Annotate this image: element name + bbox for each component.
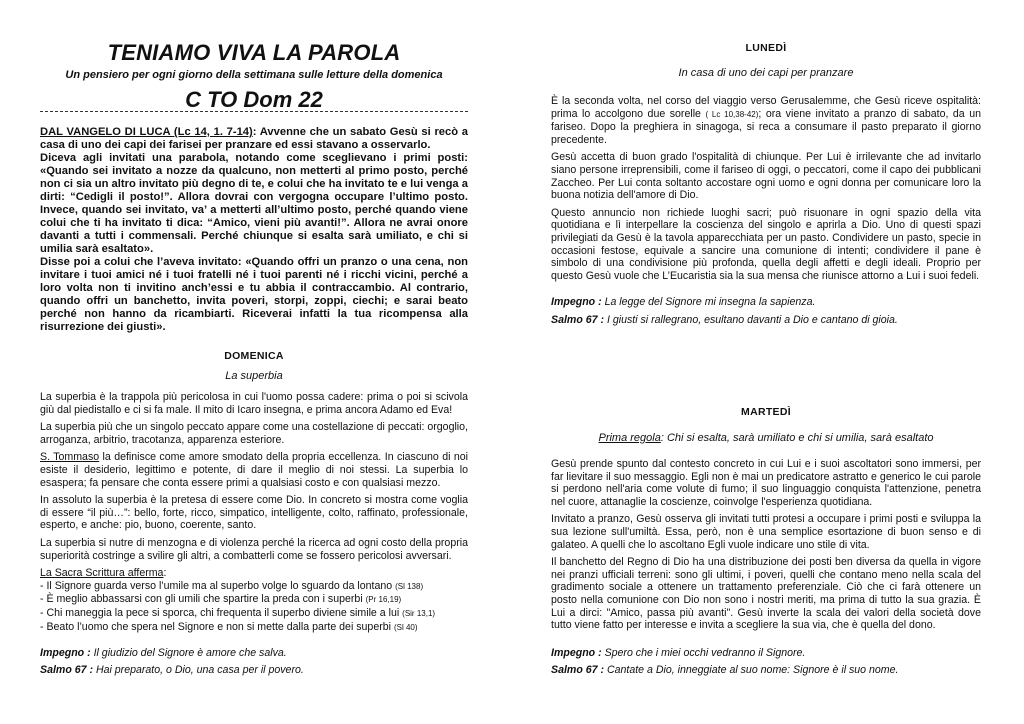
domenica-paragraph-1: La superbia è la trappola più pericolosa in cui l'uomo possa cadere: prima o poi si scivola giù dal piedistallo e ci si fa male. Il mito di Icaro insegna, e prima ancora Adamo ed Eva! bbox=[40, 391, 468, 416]
gospel-paragraph-3: Disse poi a colui che l’aveva invitato: «Quando offri un pranzo o una cena, non invitare i tuoi amici né i tuoi fratelli né i tuoi parenti né i ricchi vicini, perché a loro volta non ti invitino anch’essi e tu abbia il contraccambio. Al contrario, quando offri un banchetto, invita poveri, storpi, zoppi, ciechi; e sarai beato perché non hanno da ricambiarti. Riceverai infatti la tua ricompensa alla risurrezione dei giusti». bbox=[40, 256, 468, 333]
list-item: - Il Signore guarda verso l’umile ma al superbo volge lo sguardo da lontano (Sl 138) bbox=[40, 579, 424, 592]
page-title: TENIAMO VIVA LA PAROLA bbox=[107, 40, 401, 65]
domenica-p3-label: S. Tommaso bbox=[40, 451, 100, 464]
lunedi-paragraph-3: Questo annuncio non richiede luoghi sacri; può risuonare in ogni spazio della vita quotidiana e lì interpellare la coscienza del singolo e aprirla a Dio. Uno di questi spazi privilegiati da Gesù è la tavola apparecchiata per un pasto. Condividere un pasto, specie in occasioni festose, equivale a sancire una comunione di intenti; condividere il pane è simbolo di una condivisione più profonda, quella degli affetti e degli ideali. Proprio per questo Gesù vuole che L’Eucaristia sia la sua mensa che riunisce attorno a Lui i suoi fedeli. bbox=[551, 206, 981, 282]
domenica-impegno: Impegno : Il giudizio del Signore è amore che salva. bbox=[40, 647, 287, 659]
domenica-paragraph-5: La superbia si nutre di menzogna e di violenza perché la ricerca ad ogni costo della propria superiorità costringe a svilire gli altri, a combatterli come se fossero pericolosi avversari. bbox=[40, 536, 468, 562]
lunedi-impegno: Impegno : La legge del Signore mi insegna la sapienza. bbox=[551, 296, 816, 308]
gospel-paragraph-2: Diceva agli invitati una parabola, notando come sceglievano i primi posti: «Quando sei invitato a nozze da qualcuno, non metterti al primo posto, perché non ci sia un altro invitato più degno di te, e colui che ha invitato te e lui venga a dirti: “Cedigli il posto!”. Allora dovrai con vergogna occupare l’ultimo posto. Invece, quando sei invitato, va’ a metterti all’ultimo posto, perché quando viene colui che ti ha invitato ti dica: “Amico, vieni più avanti!”. Allora ne avrai onore davanti a tutti i commensali. Perché chiunque si esalta sarà umiliato, e chi si umilia sarà esaltato». bbox=[40, 152, 468, 255]
gospel-source: DAL VANGELO DI LUCA (Lc 14, 1. 7-14) bbox=[40, 126, 253, 138]
lunedi-ref: ( Lc 10,38-42) bbox=[705, 109, 759, 119]
lunedi-heading: LUNEDÌ bbox=[745, 42, 787, 54]
martedi-subheading: Prima regola: Chi si esalta, sarà umiliato e chi si umilia, sarà esaltato bbox=[598, 432, 934, 444]
domenica-subheading: La superbia bbox=[225, 370, 283, 382]
lunedi-paragraph-1: È la seconda volta, nel corso del viaggio verso Gerusalemme, che Gesù riceve ospitalità: prima lo accolgono due sorelle bbox=[551, 95, 981, 120]
martedi-paragraph-3: Il banchetto del Regno di Dio ha una distribuzione dei posti ben diversa da quella in vigore nei pranzi ufficiali terreni: sono gli ultimi, i poveri, quelli che contano meno nella scala del gradimento sociale a ottenere un trattamento preferenziale. Ciò che ci farà ottenere un posto nella comunione con Dio non sono i nostri meriti, ma prima di tutto la sua grazia. È Lui a dirci: "Amico, passa più avanti". Gesù inverte la scala dei valori della società dove tutto viene fatto per interesse e invita a scegliere la sua via, che è quella del dono. bbox=[551, 556, 981, 632]
lunedi-salmo: Salmo 67 : I giusti si rallegrano, esultano davanti a Dio e cantano di gioia. bbox=[551, 314, 898, 326]
dashed-divider bbox=[40, 111, 468, 114]
domenica-heading: DOMENICA bbox=[224, 350, 284, 362]
gospel-paragraph-1: : Avvenne che un sabato Gesù si recò a casa di uno dei capi dei farisei per pranzare ed essi stavano a osservarlo. bbox=[40, 126, 469, 151]
domenica-salmo: Salmo 67 : Hai preparato, o Dio, una casa per il povero. bbox=[40, 664, 304, 676]
list-item: - Chi maneggia la pece si sporca, chi frequenta il superbo diviene simile a lui (Sir 13,1) bbox=[40, 606, 436, 619]
martedi-paragraph-1: Gesù prende spunto dal contesto concreto in cui Lui e i suoi ascoltatori sono immersi, per far lievitare il suo messaggio. Egli non è mai un predicatore astratto e generico le cui parole si perdono nell'aria come volute di fumo; il suo linguaggio conquista l'attenzione, penetra nel cuore, attanaglie la coscienze, coinvolge l'esperienza quotidiana. bbox=[551, 458, 981, 508]
martedi-impegno: Impegno : Spero che i miei occhi vedranno il Signore. bbox=[551, 647, 806, 659]
sunday-label: C TO Dom 22 bbox=[185, 87, 323, 112]
martedi-body bbox=[551, 458, 981, 637]
domenica-body: La superbia è la trappola più pericolosa in cui l'uomo possa cadere: prima o poi si scivola giù dal piedistallo e ci si fa male. Il mito di Icaro insegna, e prima ancora Adamo ed Eva! La superbia più che un singolo peccato appare come una costellazione di peccati: orgoglio, arroganza, arbitrio, tracotanza, apparenza esteriore. S. Tommaso la definisce come amore smodato della propria eccellenza. In ciascuno di noi esiste il desiderio, legittimo e potente, di dare il meglio di noi stessi. La superbia lo esaspera; fa pensare che conta essere primi a qualsiasi costo e con qualsiasi mezzo. In assoluto la superbia è la pretesa di essere come Dio. In concreto si mostra come voglia di essere “il più…”: bello, forte, ricco, simpatico, intelligente, colto, raffinato, professionale, esperto, e anche: pio, buono, coerente, santo. La superbia si nutre di menzogna e di violenza perché la ricerca ad ogni costo della propria superiorità costringe a svilire gli altri, a combatterli come se fossero pericolosi avversari. La Sacra Scrittura afferma: - Il Signore guarda verso l’umile ma al superbo volge lo sguardo da lontano (Sl 138) - È meglio abbassarsi con gli umili che spartire la preda con i superbi (Pr 16,19) - Chi maneggia la pece si sporca, chi frequenta il superbo diviene simile a lui (Sir 13,1) - Beato l’uomo che spera nel Signore e non si mette dalla parte dei superbi (Sl 40) bbox=[40, 391, 468, 633]
lunedi-body: È la seconda volta, nel corso del viaggio verso Gerusalemme, che Gesù riceve ospitalità: prima lo accolgono due sorelle ( Lc 10,38-42); ora viene invitato a pranzo di sabato, da un fariseo. Dopo la preghiera in sinagoga, si reca a consumare il pasto preparato il giorno precedente. Gesù accetta di buon grado l'ospitalità di chiunque. Per Lui è irrilevante che ad invitarlo siano persone irreprensibili, come il fariseo di oggi, o peccatori, come il capo dei pubblicani Zaccheo. Per Lui conta soltanto accostare ogni uomo e ogni donna per comunicare loro la buona notizia dell'amore di Dio. Questo annuncio non richiede luoghi sacri; può risuonare in ogni spazio della vita quotidiana e lì interpellare la coscienza del singolo e aprirla a Dio. Uno di questi spazi privilegiati da Gesù è la tavola apparecchiata per un pasto. Condividere un pasto, specie in occasioni festose, equivale a sancire una comunione di intenti; condividere il pane è simbolo di una condivisione più profonda, quella degli affetti e degli ideali. Proprio per questo Gesù vuole che L’Eucaristia sia la sua mensa che riunisce attorno a Lui i suoi fedeli. bbox=[551, 95, 981, 282]
martedi-paragraph-2: Invitato a pranzo, Gesù osserva gli invitati tutti protesi a occupare i primi posti e sviluppa la sua lezione sull'umiltà. Essa, però, non è una semplice esortazione di buon senso e di galateo. A quelli che lo ascoltano Egli vuole indicare uno stile di vita. bbox=[551, 513, 981, 551]
scripture-list bbox=[40, 580, 468, 634]
list-item: - Beato l’uomo che spera nel Signore e non si mette dalla parte dei superbi (Sl 40) bbox=[40, 620, 418, 633]
domenica-paragraph-3: la definisce come amore smodato della propria eccellenza. In ciascuno di noi esiste il desiderio, legittimo e potente, di dare il meglio di noi stessi. La superbia lo esaspera; fa pensare che conta essere primi a qualsiasi costo e con qualsiasi mezzo. bbox=[40, 451, 468, 489]
page-subtitle: Un pensiero per ogni giorno della settimana sulle letture della domenica bbox=[65, 69, 443, 81]
scripture-label: La Sacra Scrittura afferma bbox=[40, 567, 164, 580]
martedi-salmo: Salmo 67 : Cantate a Dio, inneggiate al suo nome: Signore è il suo nome. bbox=[551, 664, 899, 676]
martedi-heading: MARTEDÌ bbox=[741, 406, 791, 418]
domenica-paragraph-4: In assoluto la superbia è la pretesa di essere come Dio. In concreto si mostra come voglia di essere “il più…”: bello, forte, ricco, simpatico, intelligente, colto, raffinato, professionale, esperto, e anche: pio, buono, coerente, santo. bbox=[40, 494, 468, 532]
gospel-text bbox=[40, 126, 468, 334]
lunedi-subheading: In casa di uno dei capi per pranzare bbox=[678, 67, 854, 79]
list-item: - È meglio abbassarsi con gli umili che spartire la preda con i superbi (Pr 16,19) bbox=[40, 593, 402, 606]
domenica-paragraph-2: La superbia più che un singolo peccato appare come una costellazione di peccati: orgoglio, arroganza, arbitrio, tracotanza, apparenza esteriore. bbox=[40, 421, 468, 446]
lunedi-paragraph-2: Gesù accetta di buon grado l'ospitalità di chiunque. Per Lui è irrilevante che ad invitarlo siano persone irreprensibili, come il fariseo di oggi, o peccatori, come il capo dei pubblicani Zaccheo. Per Lui conta soltanto accostare ogni uomo e ogni donna per comunicare loro la buona notizia dell'amore di Dio. bbox=[551, 151, 981, 202]
